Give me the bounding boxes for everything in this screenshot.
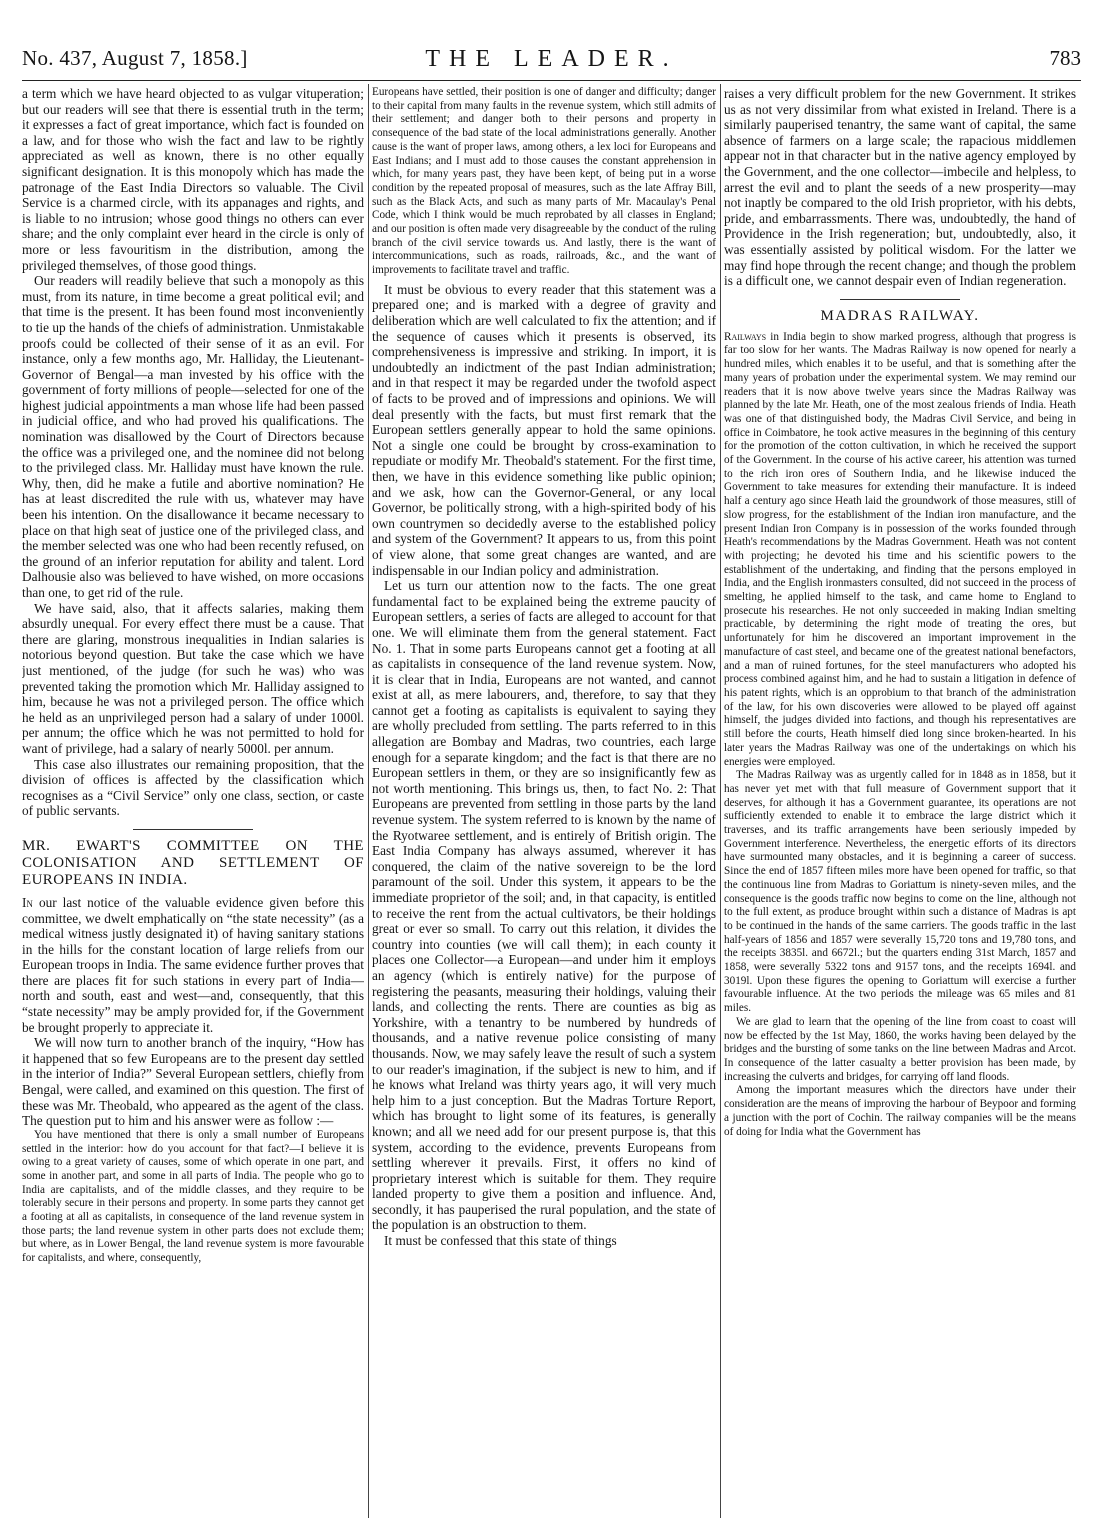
paragraph: a term which we have heard objected to as vulgar vituperation; but our readers will see that there is essential truth in the term; it expresses a fact of great importance, which fact is founded on a law, and for those who wish the fact and law to be rightly appreciated as well as known, there is no other equally significant designation. It is this monopoly which has made the patronage of the East India Directors so valuable. The Civil Service is a charmed circle, with its appanages and rights, and is liable to no intrusion; whose good things no others can ever share; and the only complaint ever heard in the circle is only of more or less favouritism in the distribution, among the privileged themselves, of those good things. (22, 86, 364, 273)
paragraph: We have said, also, that it affects salaries, making them absurdly unequal. For every effect there must be a cause. That there are glaring, monstrous inequalities in Indian salaries is notorious beyond question. But take the case which we have just mentioned, of the judge (for such he was) who was prevented taking the promotion which Mr. Halliday assigned to him, because he was not a privileged person. The office which he held as an unprivileged person had a salary of under 1000l. per annum; the office which he was not permitted to hold for want of privilege, had a salary of nearly 5000l. per annum. (22, 600, 364, 756)
article-madras-railway (724, 331, 1076, 1139)
article-separator (133, 829, 253, 830)
article-heading: MR. EWART'S COMMITTEE ON THE COLONISATION AND SETTLEMENT OF EUROPEANS IN INDIA. (22, 837, 364, 888)
drop-word: In (22, 894, 33, 910)
paragraph: raises a very difficult problem for the new Government. It strikes us as not very dissimilar from what existed in Ireland. There is a similarly pauperised tenantry, the same want of capital, the same absence of farmers on a large scale; the rapacious middlemen appear not in that character but in the native agency employed by the Government, and the one collector—imbecile and helpless, to arrest the evil and to plant the seeds of a new prosperity—may not inaptly be compared to the old Irish proprietor, with his debts, pride, and embarrassments. There was, undoubtedly, the hand of Providence in the Irish regeneration; but, undoubtedly, also, it was essentially assisted by political wisdom. For the latter we may find hope through the recent change; and though the problem is a difficult one, we cannot despair even of Indian regeneration. (724, 86, 1076, 289)
article-heading: MADRAS RAILWAY. (820, 307, 980, 324)
column-divider (720, 84, 721, 1518)
quote-paragraph: Europeans have settled, their position is one of danger and difficulty; danger to their capital from many faults in the revenue system, which still admits of their settlement; and danger both to their persons and property in consequence of the bad state of the local administrations generally. Another cause is the want of proper laws, among others, a lex loci for Europeans and East Indians; and I must add to those causes the constant apprehension in which, for many years past, they have been kept, of being put in a worse condition by the repeated proposal of measures, such as the late Affray Bill, such as the Black Acts, and such as many parts of Mr. Macaulay's Penal Code, which I think would be much reprobated by all classes in England; and our position is often made very disagreeable by the conduct of the ruling branch of the civil service towards us. And lastly, there is the want of intercommunications, such as roads, railroads, &c., and the want of improvements to facilitate travel and traffic. (372, 86, 716, 277)
paragraph: It must be confessed that this state of things (384, 1233, 617, 1249)
paragraph (724, 331, 1076, 770)
newspaper-title: THE LEADER. (425, 46, 678, 72)
drop-word: Railways (724, 330, 767, 343)
column-divider (368, 84, 369, 1518)
paragraph: The Madras Railway was as urgently called for in 1848 as in 1858, but it has never yet met with that full measure of Government support that it deserves, for although it has a Government guarantee, its operations are not sufficiently extended to enable it to embrace the large district which it traverses, and its traffic arrangements have been seriously impeded by Government interference. Nevertheless, the energetic efforts of its directors have surmounted many obstacles, and it is beginning a career of success. Since the end of 1857 fifteen miles more have been opened for traffic, so that the continuous line from Madras to Goriattum is ninety-seven miles, and the consequence is the goods traffic now begins to come on the line, although not to the full extent, as produce brought within such a distance of Madras is apt to be continued in the hands of the same carriers. The goods traffic in the last half-years of 1856 and 1857 were severally 15,720 tons and 19,780 tons, and the receipts 3835l. and 6672l.; but the quarters ending 31st March, 1857 and 1858, were severally 5322 tons and 9157 tons, and the receipts 1694l. and 3019l. Upon these figures the opening to Goriattum will exercise a further favourable influence. At the two periods the mileage was 65 miles and 81 miles. (724, 769, 1076, 1015)
header-rule (22, 80, 1081, 81)
paragraph: It must be obvious to every reader that this statement was a prepared one; and is marked with a degree of gravity and deliberation which are well calculated to fix the attention; and if the sequence of causes which it presents is observed, its comprehensiveness is impressive and striking. In import, it is undoubtedly an indictment of the past Indian administration; and in that respect it may be regarded under the twofold aspect of facts to be proved and of impressions and opinions. We will deal presently with the facts, but must first remark that the European settlers generally appear to hold the same opinions. Not a single one could be brought by cross-examination to repudiate or modify Mr. Theobald's statement. For the first time, then, we have in this evidence something like public opinion; and we ask, how can the Governor-General, or any local Governor, be politically strong, with a high-spirited body of his own countrymen so decidedly averse to the established policy and system of the Government? It appears to us, from this point of view alone, that some great changes are wanted, and are indispensable in our Indian policy and administration. (372, 281, 716, 578)
paragraph: We are glad to learn that the opening of the line from coast to coast will now be effected by the 1st May, 1860, the works having been delayed by the bridges and the bursting of some tanks on the line between Madras and Arcot. In consequence of the latter casualty a better provision has been made, by increasing the culverts and bridges, for carrying off land floods. (724, 1015, 1076, 1083)
issue-date: No. 437, August 7, 1858.] (22, 46, 248, 70)
paragraph: Let us turn our attention now to the facts. The one great fundamental fact to be explained being the extreme paucity of European settlers, a series of facts are alleged to account for that one. We will eliminate them from the general statement. Fact No. 1. That in some parts Europeans cannot get a footing at all as capitalists in consequence of the land revenue system. Now, it is clear that in India, Europeans are not wanted, and cannot exist at all, as mere labourers, and, therefore, to say that they cannot get a footing as capitalists is equivalent to saying they are wholly precluded from settling. The parts referred to in this allegation are Bombay and Madras, two countries, each large enough for a separate kingdom; and the fact is that there are no European settlers in them, or they are so insignificantly few as not worth mentioning. This brings us, then, to fact No. 2: That Europeans are prevented from settling in those parts by the land revenue system. The system referred to is known by the name of the Ryotwaree settlement, and is entirely of British origin. The East India Company has always assumed, wherever it has conquered, the claim of the native sovereign to be the lord paramount of the soil. Under this system, it appears to be the immediate proprietor of the soil; and, in that capacity, is entitled to receive the rent from the actual cultivators, be their holdings great or ever so small. To carry out this relation, it divides the country into counties (we will call them); in each county it places one Collector—a European—and under him it employs an agency (which is entirely native) for the purpose of registering the peasants, measuring their holdings, valuing their lands, and collecting the rents. There are counties as big as Yorkshire, with a tenantry to be numbered by hundreds of thousands, and a native revenue police consisting of many thousands. Now, we may safely leave the result of such a system to our reader's imagination, if the subject is new to him, and if he knows what Ireland was thirty years ago, it will very much help him to a just conception. But the Madras Torture Report, which has brought to light some of its features, is generally known; and all we need add for our present purpose is, that this system, according to the evidence, prevents Europeans from settling wherever it prevails. First, it offers no kind of proprietary interest which is suitable for them. They require landed property to give them a position and influence. And, secondly, it has pauperised the rural population, and the state of the population is an obstruction to them. (372, 578, 716, 1233)
paragraph-text: our last notice of the valuable evidence given before this committee, we dwelt emphatically on “the state necessity” (as a medical witness justly designated it) of having sanitary stations in the hills for the constant location of large reliefs from our European troops in India. The same evidence further proves that there are places fit for such stations in every part of India—north and south, east and west—and, consequently, that this “state necessity” may be amply provided for, if the Government be brought properly to appreciate it. (22, 894, 364, 1035)
article-ewart-committee (22, 895, 364, 1129)
column-1 (22, 86, 364, 1518)
article-civil-service (22, 86, 364, 819)
page-number: 783 (1049, 46, 1081, 70)
quote-paragraph: You have mentioned that there is only a small number of Europeans settled in the interior: how do you account for that fact?—I believe it is owing to a great variety of causes, some of which operate in one part, and some in another part, and some in all parts of India. The people who go to India are capitalists, and of the middle classes, and they require to be tolerably secure in their persons and property. In some parts they cannot get a footing at all as capitalists, in consequence of the land revenue system in those parts; the land revenue system in other parts does not exclude them; but where, as in Lower Bengal, the land revenue system is more favourable for capitalists, and where, consequently, (22, 1128, 364, 1265)
column-2 (372, 86, 716, 1518)
evidence-quote-continued (372, 86, 716, 278)
paragraph: Among the important measures which the directors have under their consideration are the means of improving the harbour of Beypoor and forming a junction with the port of Cochin. The railway companies will be the means of doing for India what the Government has (724, 1084, 1076, 1138)
paragraph: We will now turn to another branch of the inquiry, “How has it happened that so few Europeans are to the present day settled in the interior of India?” Several European settlers, chiefly from Bengal, were called, and examined on this question. The first of these was Mr. Theobald, who appeared as the agent of the class. The question put to him and his answer were as follow :— (22, 1035, 364, 1129)
column-3 (724, 86, 1076, 1518)
article-ewart-committee-continued (372, 282, 716, 1249)
paragraph: Our readers will readily believe that such a monopoly as this must, from its nature, in time become a great political evil; and that time is the present. It has been found most inconveniently to tie up the hands of the chiefs of administration. Unmistakable proofs could be collected of their sense of it as an evil. For instance, only a few months ago, Mr. Halliday, the Lieutenant-Governor of Bengal—a man invested by his office with the government of forty millions of people—selected for one of the highest judicial appointments a man whose life had been passed in judicial office, and who had proved his qualifications. The nomination was disallowed by the Court of Directors because the office was a privileged one, and the nominee did not belong to the privileged class. Mr. Halliday must have known the rule. Why, then, did he make a futile and abortive nomination? He has at least discredited the rule with us, whatever may have been his intention. On the disallowance it became necessary to place on that high seat of justice one of the privileged class, and the member selected was one who had been recently refused, on the ground of an inferior reputation for ability and talent. Lord Dalhousie also was believed to have wished, on more occasions than one, to get rid of the rule. (22, 273, 364, 600)
paragraph (22, 895, 364, 1035)
masthead (22, 46, 1081, 78)
article-separator (840, 299, 960, 300)
paragraph: This case also illustrates our remaining proposition, that the division of offices is affected by the classification which recognises as a “Civil Service” only one class, section, or caste of public servants. (22, 756, 364, 819)
evidence-quote (22, 1129, 364, 1266)
paragraph-text: in India begin to show marked progress, although that progress is far too slow for her wants. The Madras Railway is now opened for nearly a hundred miles, which enables it to be useful, and that is something after the many years of probation under the experimental system. We may remind our readers that it is now above twelve years since the Madras Railway was planned by the late Mr. Heath, one of the most zealous friends of India. Heath was one of that distinguished body, the Madras Civil Service, and being in office in Coimbatore, he took active measures in the beginning of this century for the promotion of the cotton cultivation, in which he received the support of the Government. In the course of his active career, his attention was turned to the rich iron ores of Southern India, and he likewise induced the Government to take measures for extending their manufacture. It is indeed half a century ago since Heath laid the groundwork of those measures, still of slow progress, for the establishment of the Indian iron manufacture, and the present Indian Iron Company is in possession of the works founded through Heath's recommendations by the Madras Government. Heath was not content with projecting; he devoted his time and his scientific powers to the establishment of the undertaking, and finding that the persons employed in India, and the English ironmasters consulted, did not succeed in the process of smelting, he applied himself to the task, and came home to England to prosecute his researches. He not only succeeded in making Indian smelting practicable, by determining the right mode of treating the ores, but unfortunately for him he discovered an important improvement in the manufacture of cast steel, and became one of the greatest national benefactors, and a man of ruined fortunes, for the steel manufacturers who adopted his process combined against him, and he had to sustain a litigation in defence of his patent rights, which is an opprobium to that branch of the administration of the law, for his own discoveries were allowed to be played off against himself, the judges divided into factions, and though his representatives are still before the courts, Heath himself died long since broken-hearted. In his later years the Madras Railway was one of the undertakings on which his energies were employed. (724, 330, 1076, 768)
article-ewart-committee-end (724, 86, 1076, 289)
